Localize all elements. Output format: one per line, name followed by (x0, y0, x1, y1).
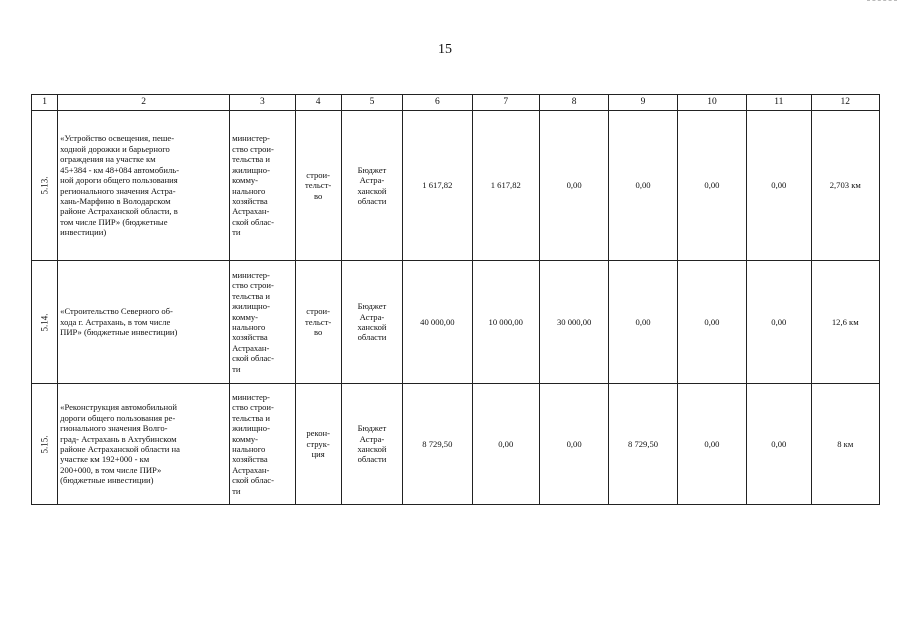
length-value: 12,6 км (811, 261, 879, 384)
header-cell: 2 (58, 95, 230, 111)
responsible-ministry: министер- ство строи- тельства и жилищно- комму- нального хозяйства Астрахан- ской облас- ти (230, 384, 295, 505)
row-number: 5.13. (39, 176, 50, 195)
page-number: 15 (438, 42, 452, 57)
header-cell: 4 (295, 95, 341, 111)
scan-mark (867, 0, 897, 5)
project-name: «Устройство освещения, пеше- ходной дорожки и барьерного ограждения на участке км 45+384 - км 48+084 автомобиль- ной дороги общего пользования регионального значения Астра- хань-Марфино в Володарском районе Астраханской области, в том числе ПИР» (бюджетные инвестиции) (58, 111, 230, 261)
work-type: рекон- струк- ция (295, 384, 341, 505)
value-col-10: 0,00 (677, 261, 746, 384)
funding-source: Бюджет Астра- ханской области (341, 261, 402, 384)
header-cell: 12 (811, 95, 879, 111)
value-col-8: 0,00 (539, 111, 608, 261)
project-name: «Реконструкция автомобильной дороги общего пользования ре- гионального значения Волго- град- Астрахань в Ахтубинском районе Астраханской области на участке км 192+000 - км 200+000, в том числе ПИР» (бюджетные инвестиции) (58, 384, 230, 505)
value-col-10: 0,00 (677, 384, 746, 505)
investment-table (31, 94, 880, 505)
value-col-7: 10 000,00 (472, 261, 539, 384)
header-cell: 7 (472, 95, 539, 111)
length-value: 8 км (811, 384, 879, 505)
row-number: 5.15. (39, 435, 50, 453)
funding-source: Бюджет Астра- ханской области (341, 111, 402, 261)
value-col-7: 0,00 (472, 384, 539, 505)
responsible-ministry: министер- ство строи- тельства и жилищно- комму- нального хозяйства Астрахан- ской облас- ти (230, 111, 295, 261)
row-number-cell (32, 111, 58, 261)
header-cell: 1 (32, 95, 58, 111)
header-cell: 6 (403, 95, 472, 111)
header-cell: 3 (230, 95, 295, 111)
value-col-8: 0,00 (539, 384, 608, 505)
funding-source: Бюджет Астра- ханской области (341, 384, 402, 505)
value-col-6: 40 000,00 (403, 261, 472, 384)
value-col-9: 8 729,50 (609, 384, 677, 505)
row-number-cell (32, 261, 58, 384)
table-header-row (32, 95, 880, 111)
table-row (32, 261, 880, 384)
value-col-9: 0,00 (609, 111, 677, 261)
length-value: 2,703 км (811, 111, 879, 261)
value-col-11: 0,00 (747, 111, 811, 261)
work-type: строи- тельст- во (295, 111, 341, 261)
table-row (32, 111, 880, 261)
header-cell: 11 (747, 95, 811, 111)
table-row (32, 384, 880, 505)
value-col-6: 8 729,50 (403, 384, 472, 505)
header-cell: 10 (677, 95, 746, 111)
responsible-ministry: министер- ство строи- тельства и жилищно- комму- нального хозяйства Астрахан- ской облас- ти (230, 261, 295, 384)
header-cell: 8 (539, 95, 608, 111)
row-number: 5.14. (39, 313, 50, 331)
value-col-6: 1 617,82 (403, 111, 472, 261)
work-type: строи- тельст- во (295, 261, 341, 384)
row-number-cell (32, 384, 58, 505)
value-col-11: 0,00 (747, 384, 811, 505)
value-col-11: 0,00 (747, 261, 811, 384)
header-cell: 9 (609, 95, 677, 111)
project-name: «Строительство Северного об- хода г. Астрахань, в том числе ПИР» (бюджетные инвестиции) (58, 261, 230, 384)
value-col-9: 0,00 (609, 261, 677, 384)
value-col-7: 1 617,82 (472, 111, 539, 261)
value-col-10: 0,00 (677, 111, 746, 261)
value-col-8: 30 000,00 (539, 261, 608, 384)
header-cell: 5 (341, 95, 402, 111)
